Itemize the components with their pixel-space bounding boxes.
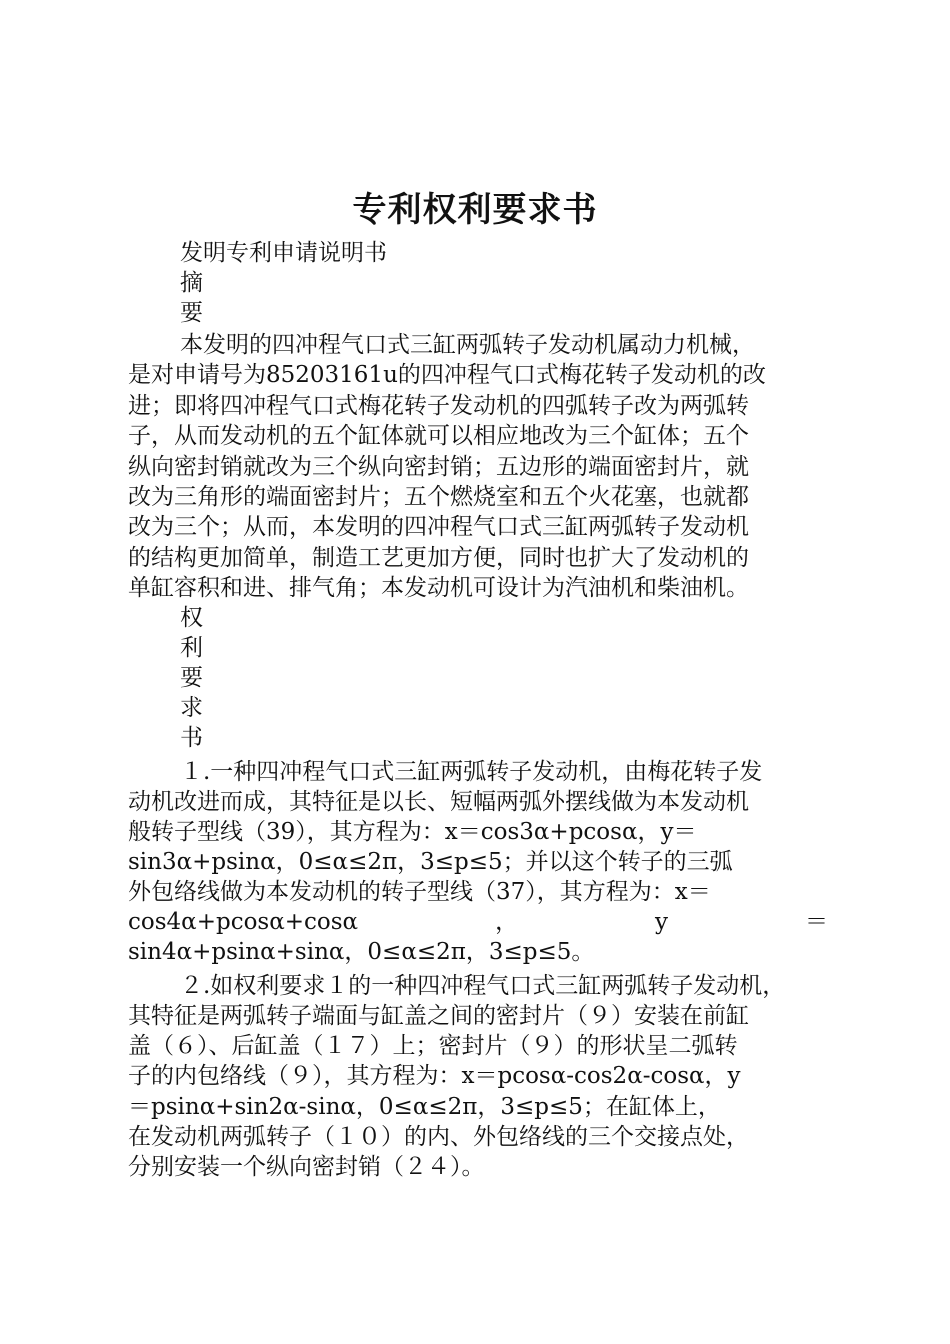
subtitle: 发明专利申请说明书 [180,240,387,266]
abstract-line: 单缸容积和进、排气角；本发动机可设计为汽油机和柴油机。 [128,575,749,601]
abstract-line: 子，从而发动机的五个缸体就可以相应地改为三个缸体；五个 [128,423,749,449]
claims-heading-char: 要 [180,665,203,691]
claim2-line: 其特征是两弧转子端面与缸盖之间的密封片（９）安装在前缸 [128,1003,749,1029]
claim1-line: １.一种四冲程气口式三缸两弧转子发动机，由梅花转子发 [180,759,763,785]
claim2-line: 子的内包络线（９），其方程为：x＝pcosα-cos2α-cosα，y [128,1063,741,1089]
abstract-line: 改为三角形的端面密封片；五个燃烧室和五个火花塞，也就都 [128,484,749,510]
claim1-formula-part: ， [495,909,519,935]
claim1-justified-line [128,907,828,937]
claim2-line: 在发动机两弧转子（１０）的内、外包络线的三个交接点处， [128,1124,749,1150]
claim2-line: 分别安装一个纵向密封销（２４）。 [128,1154,485,1180]
claim2-line: ２.如权利要求１的一种四冲程气口式三缸两弧转子发动机， [180,973,786,999]
claims-heading-char: 权 [180,605,203,631]
claims-heading-char: 书 [180,725,203,751]
claim1-line: 动机改进而成，其特征是以长、短幅两弧外摆线做为本发动机 [128,789,749,815]
claim1-line: sin4α+psinα+sinα，0≤α≤2π，3≤p≤5。 [128,939,595,965]
claim1-line: sin3α+psinα，0≤α≤2π，3≤p≤5；并以这个转子的三弧 [128,849,733,875]
abstract-heading-char: 要 [180,300,203,326]
claims-heading-char: 利 [180,635,203,661]
claim1-formula-part: y [655,909,669,935]
abstract-line: 进；即将四冲程气口式梅花转子发动机的四弧转子改为两弧转 [128,393,749,419]
abstract-line: 改为三个；从而，本发明的四冲程气口式三缸两弧转子发动机 [128,514,749,540]
claims-heading-char: 求 [180,695,203,721]
abstract-heading-char: 摘 [180,270,203,296]
abstract-line: 的结构更加简单，制造工艺更加方便，同时也扩大了发动机的 [128,545,749,571]
document-title: 专利权利要求书 [352,190,598,230]
claim2-line: 盖（６）、后缸盖（１７）上；密封片（９）的形状呈二弧转 [128,1033,738,1059]
abstract-line: 本发明的四冲程气口式三缸两弧转子发动机属动力机械， [180,332,755,358]
claim1-formula-part: ＝ [805,909,828,935]
claim1-line: 外包络线做为本发动机的转子型线（37），其方程为：x＝ [128,879,711,905]
abstract-line: 纵向密封销就改为三个纵向密封销；五边形的端面密封片，就 [128,454,749,480]
abstract-line: 是对申请号为85203161u的四冲程气口式梅花转子发动机的改 [128,362,766,388]
claim1-formula-part: cos4α+pcosα+cosα [128,909,359,935]
claim2-line: ＝psinα+sin2α-sinα，0≤α≤2π，3≤p≤5；在缸体上， [128,1094,721,1120]
claim1-line: 般转子型线（39），其方程为：x＝cos3α+pcosα，y＝ [128,819,697,845]
